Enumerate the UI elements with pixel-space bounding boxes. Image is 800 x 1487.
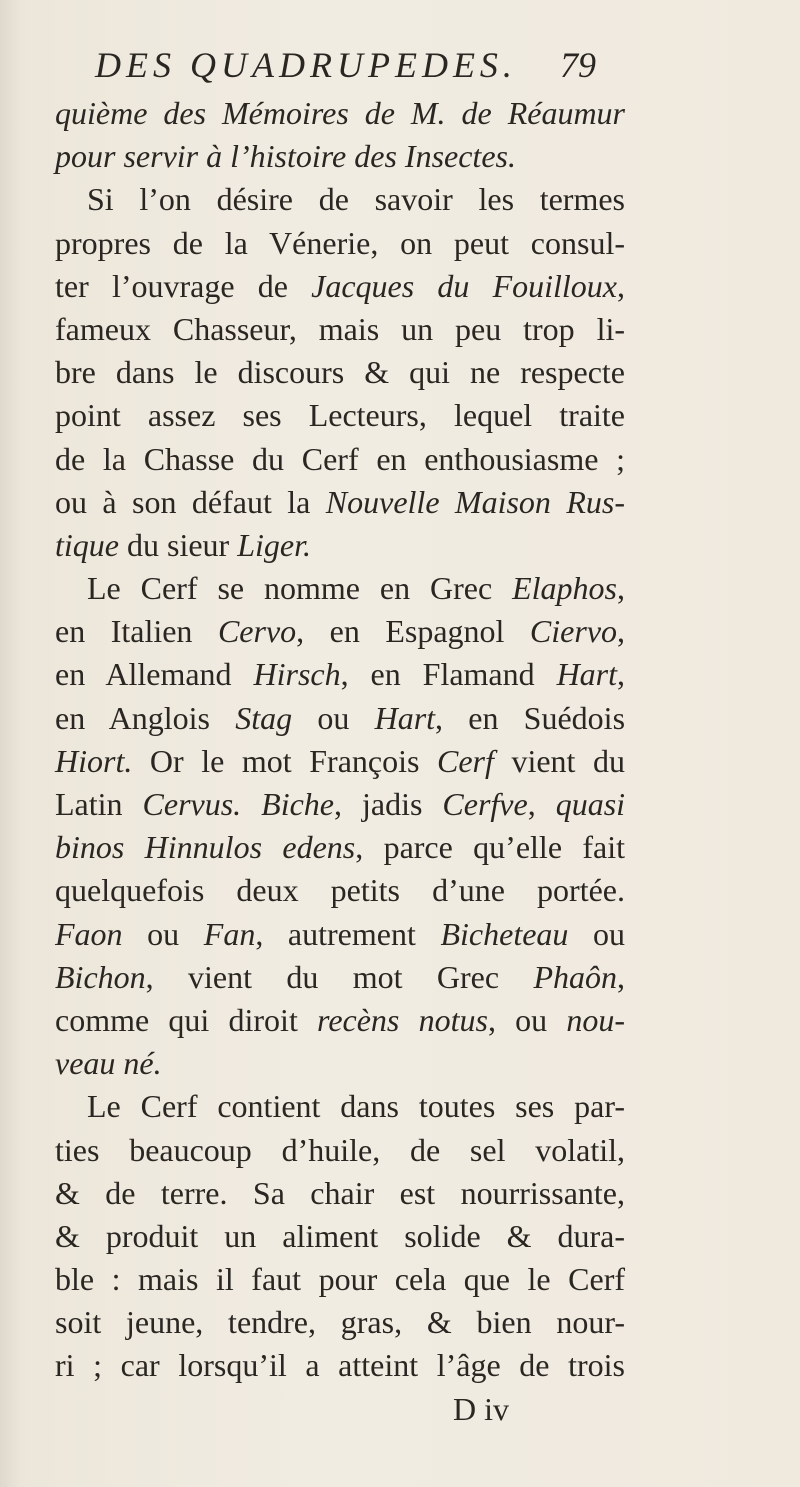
italic-text: veau né. xyxy=(55,1045,162,1082)
italic-text: Ciervo xyxy=(529,613,618,650)
roman-text: & de terre. Sa chair est nourrissante, xyxy=(55,1174,625,1211)
italic-text: Cervus. Biche xyxy=(142,786,334,822)
roman-text: en Italien xyxy=(55,613,218,650)
page-number: 79 xyxy=(560,45,596,85)
roman-text: , autrement xyxy=(255,915,441,952)
text-line xyxy=(55,308,625,351)
roman-text: , parce qu’elle fait xyxy=(355,829,626,866)
italic-text: Phaôn xyxy=(533,958,617,995)
roman-text: du sieur xyxy=(118,526,238,563)
text-line xyxy=(55,610,625,653)
roman-text: Or le mot François xyxy=(132,742,437,779)
italic-text: Hart xyxy=(374,699,436,736)
text-line xyxy=(55,178,625,221)
roman-text: ble : mais il faut pour cela que le Cerf xyxy=(55,1261,625,1298)
text-line xyxy=(55,1172,625,1215)
italic-text: Stag xyxy=(235,699,293,736)
text-line xyxy=(55,999,625,1042)
roman-text: comme qui diroit xyxy=(55,1001,318,1038)
text-line xyxy=(55,653,625,696)
text-line xyxy=(55,351,625,394)
text-line xyxy=(55,135,625,178)
italic-text: nou- xyxy=(566,1001,626,1038)
italic-text: quième des Mémoires de M. de Réaumur xyxy=(55,95,625,131)
roman-text: fameux Chasseur, mais un peu trop li- xyxy=(55,310,625,347)
italic-text: Cerfve xyxy=(442,786,528,822)
text-line xyxy=(55,697,625,740)
italic-text: Elaphos xyxy=(512,570,617,607)
text-line xyxy=(55,567,625,610)
text-line xyxy=(55,394,625,437)
roman-text: , en Espagnol xyxy=(296,613,530,650)
text-line xyxy=(55,265,625,308)
text-line xyxy=(55,1301,625,1344)
roman-text: , vient du mot Grec xyxy=(145,958,534,995)
text-line xyxy=(55,1215,625,1258)
italic-text: Jacques du Fouilloux xyxy=(311,267,618,304)
italic-text: binos Hinnulos edens xyxy=(55,829,356,866)
text-line xyxy=(55,92,625,135)
roman-text: , jadis xyxy=(334,786,443,822)
text-line xyxy=(55,1344,625,1387)
roman-text: , xyxy=(617,570,625,607)
italic-text: Liger. xyxy=(237,526,311,563)
roman-text: ou xyxy=(122,915,204,952)
page-gutter-shadow xyxy=(0,0,22,1487)
roman-text: , xyxy=(527,786,556,822)
roman-text: quelquefois deux petits d’une portée. xyxy=(55,872,625,909)
roman-text: ou xyxy=(292,699,375,736)
italic-text: tique xyxy=(55,526,119,563)
roman-text: Latin xyxy=(55,786,143,822)
italic-text: Hiort. xyxy=(55,742,133,779)
italic-text: Faon xyxy=(55,915,123,952)
roman-text: , xyxy=(617,656,626,693)
roman-text: ter l’ouvrage de xyxy=(55,267,312,304)
roman-text: de la Chasse du Cerf en enthousiasme ; xyxy=(55,440,625,477)
text-line xyxy=(55,1042,625,1085)
italic-text: Fan xyxy=(203,915,256,952)
roman-text: , xyxy=(617,958,625,995)
body-text xyxy=(55,92,625,1431)
running-header xyxy=(95,40,655,90)
running-title: DES QUADRUPEDES. xyxy=(95,45,517,85)
roman-text: Si l’on désire de savoir les termes xyxy=(87,181,625,218)
italic-text: Nouvelle Maison Rus- xyxy=(325,483,626,520)
text-line xyxy=(55,913,625,956)
italic-text: Hirsch xyxy=(253,656,341,693)
text-line xyxy=(55,1129,625,1172)
text-line xyxy=(55,222,625,265)
text-line xyxy=(55,438,625,481)
text-line xyxy=(55,956,625,999)
roman-text: , ou xyxy=(487,1001,567,1038)
italic-text: Cervo xyxy=(217,613,297,650)
roman-text: ou xyxy=(568,915,626,952)
roman-text: , en Flamand xyxy=(340,656,557,693)
roman-text: & produit un aliment solide & dura- xyxy=(55,1217,625,1254)
italic-text: Bicheteau xyxy=(440,915,569,952)
roman-text: , en Suédois xyxy=(435,699,626,736)
text-line xyxy=(55,869,625,912)
italic-text: pour servir à l’histoire des Insectes. xyxy=(55,138,516,175)
text-line xyxy=(55,1085,625,1128)
roman-text: en Anglois xyxy=(55,699,236,736)
roman-text: ties beaucoup d’huile, de sel volatil, xyxy=(55,1131,625,1168)
roman-text: , xyxy=(617,267,626,304)
italic-text: Hart xyxy=(556,656,618,693)
roman-text: ri ; car lorsqu’il a atteint l’âge de trois xyxy=(55,1347,625,1384)
roman-text: propres de la Vénerie, on peut consul- xyxy=(55,224,625,261)
text-line xyxy=(55,481,625,524)
italic-text: quasi xyxy=(555,786,626,822)
roman-text: ou à son défaut la xyxy=(55,483,326,520)
roman-text: en Allemand xyxy=(55,656,254,693)
italic-text: Bichon xyxy=(55,958,146,995)
text-line xyxy=(55,826,625,869)
italic-text: Cerf xyxy=(437,742,494,779)
text-line xyxy=(55,783,625,826)
text-line xyxy=(55,1258,625,1301)
roman-text: point assez ses Lecteurs, lequel traite xyxy=(55,397,625,434)
roman-text: Le Cerf contient dans toutes ses par- xyxy=(87,1088,625,1125)
roman-text: Le Cerf se nomme en Grec xyxy=(87,570,513,607)
italic-text: recèns notus xyxy=(317,1001,488,1038)
text-line xyxy=(55,524,625,567)
roman-text: bre dans le discours & qui ne respecte xyxy=(55,354,625,391)
roman-text: soit jeune, tendre, gras, & bien nour- xyxy=(55,1304,625,1341)
roman-text: , xyxy=(617,613,626,650)
signature-mark: D iv xyxy=(453,1390,509,1427)
roman-text: vient du xyxy=(493,742,625,779)
text-line xyxy=(55,740,625,783)
